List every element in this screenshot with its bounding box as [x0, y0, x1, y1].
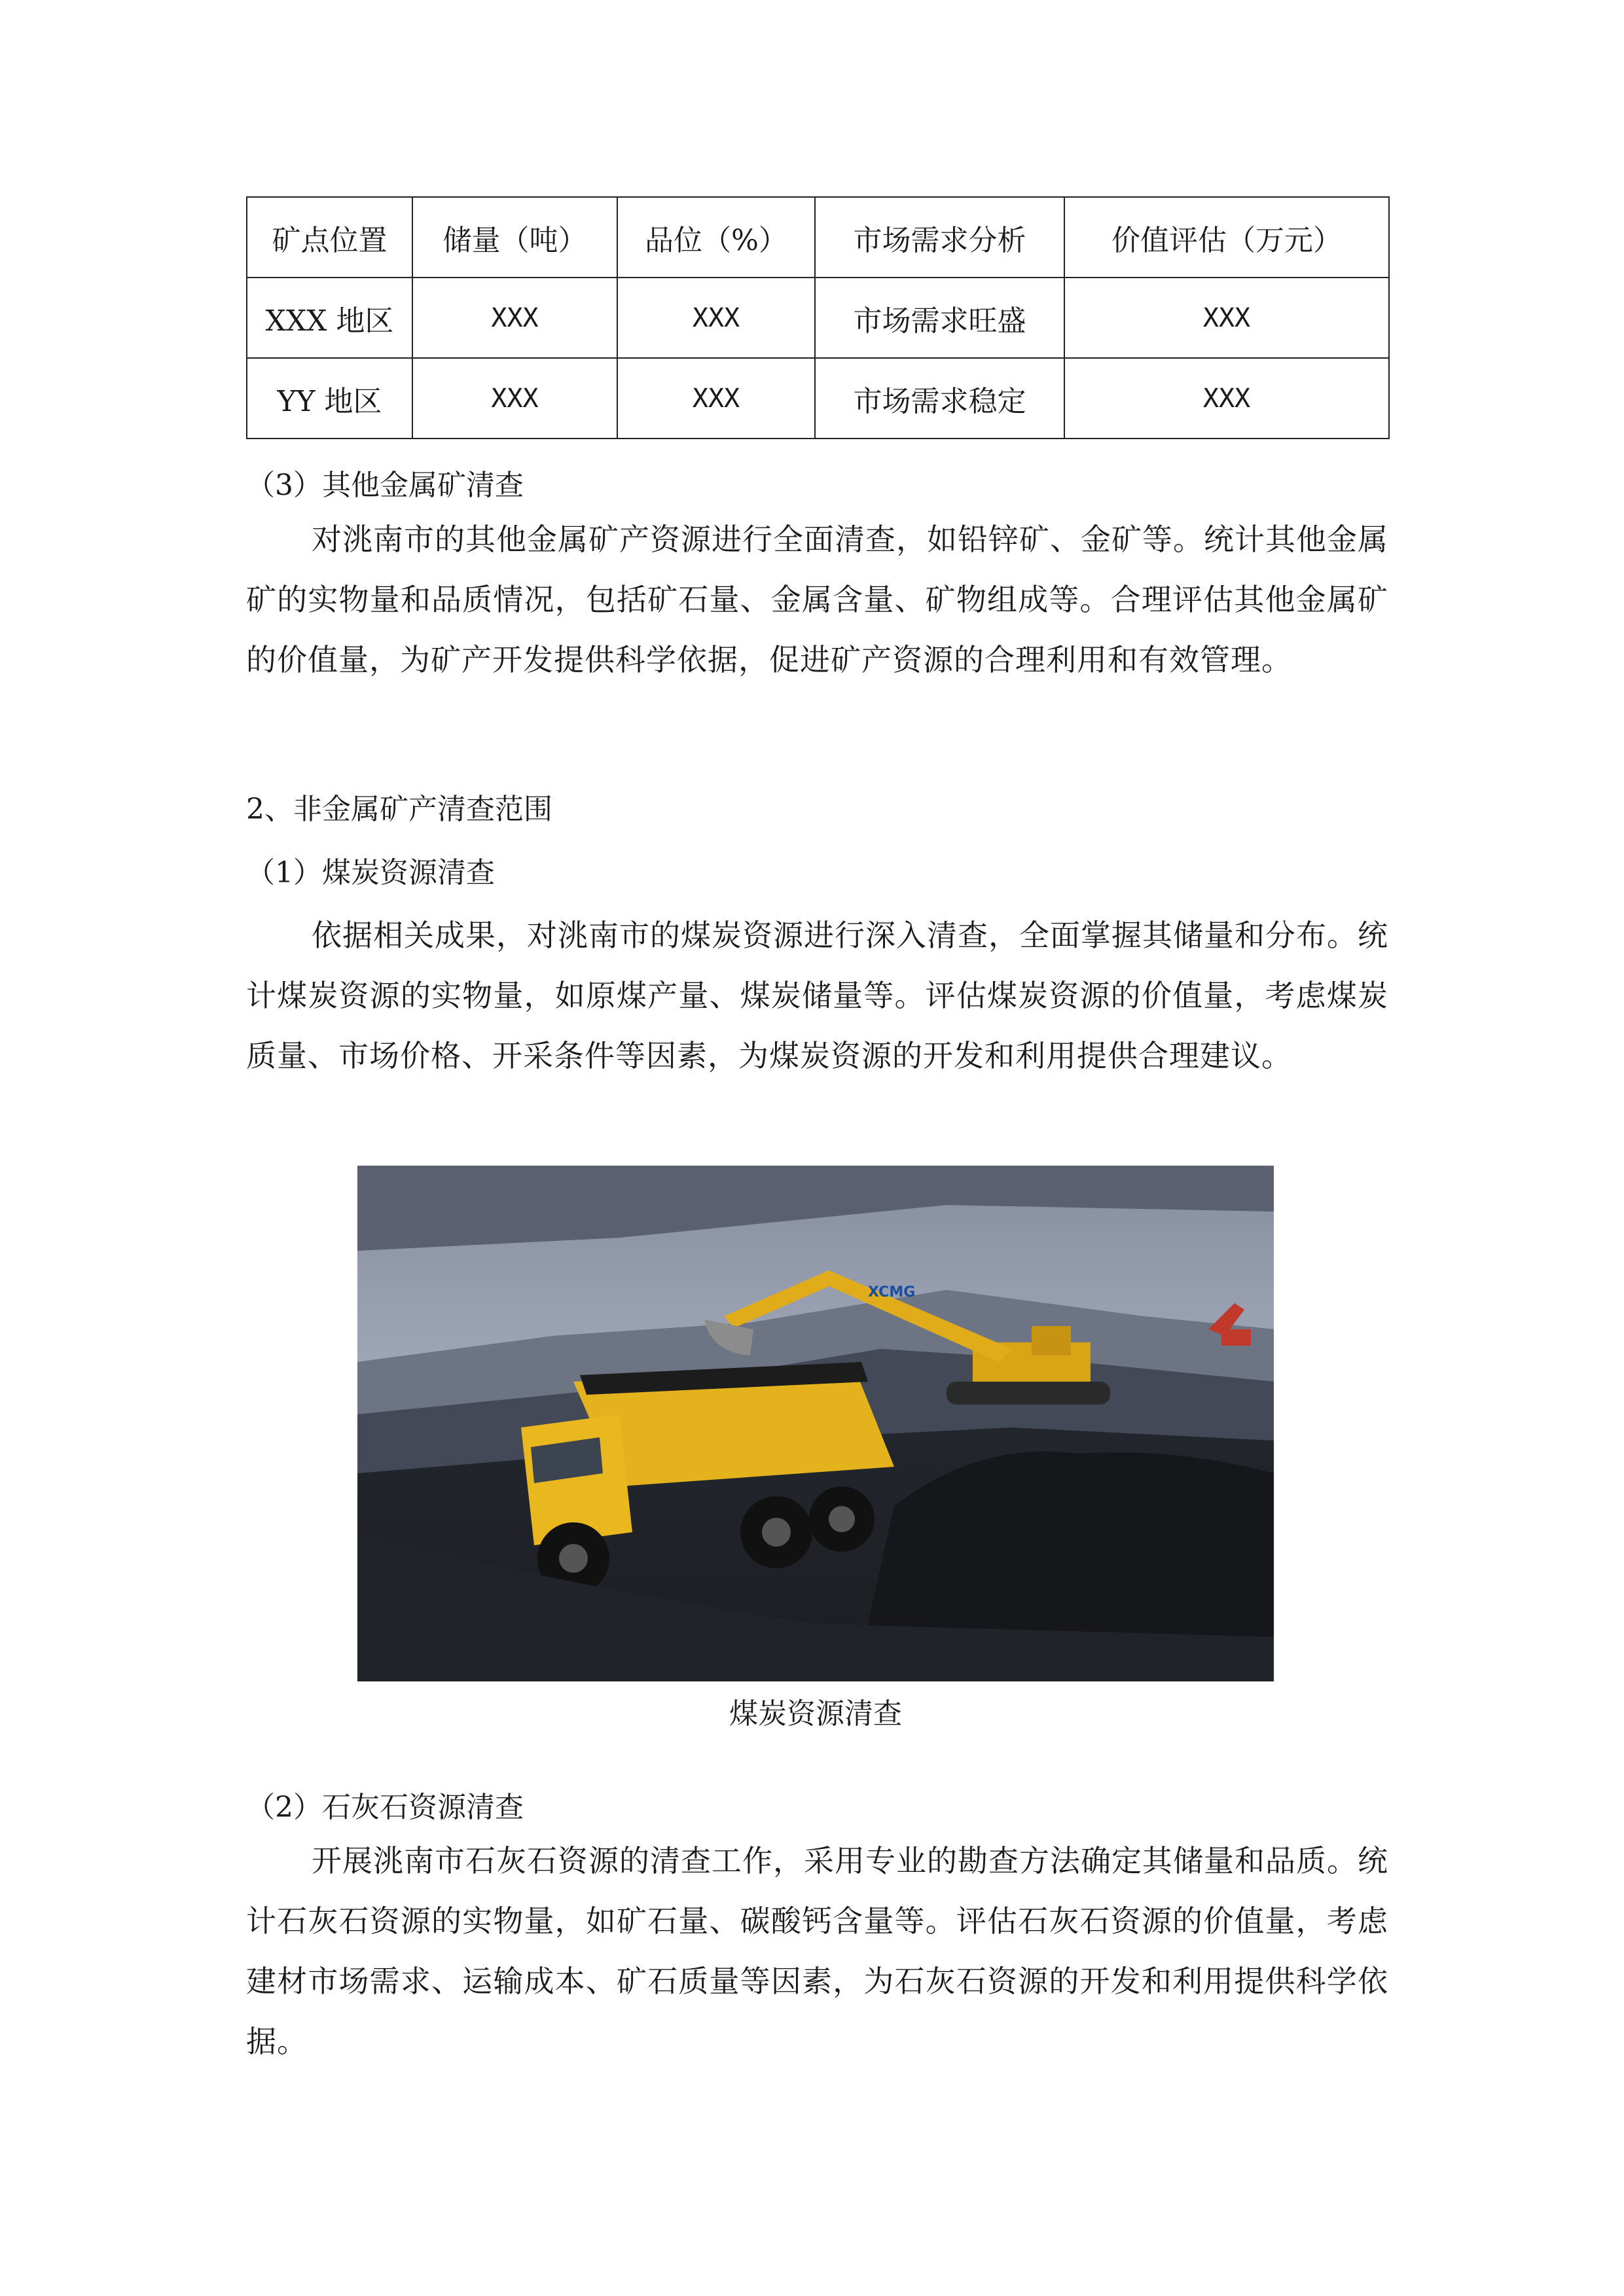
table-cell: XXX [1064, 278, 1389, 358]
photo-caption: 煤炭资源清查 [729, 1697, 902, 1731]
table-cell: 市场需求稳定 [815, 358, 1064, 439]
table-header-cell: 品位（%） [617, 197, 815, 278]
paragraph-other-metal: 对洮南市的其他金属矿产资源进行全面清查，如铅锌矿、金矿等。统计其他金属矿的实物量和品质情况，包括矿石量、金属含量、矿物组成等。合理评估其他金属矿的价值量，为矿产开发提供科学依据，促进矿产资源的合理利用和有效管理。 [246, 522, 1388, 677]
table-header-cell: 矿点位置 [247, 197, 412, 278]
heading-coal: （1）煤炭资源清查 [246, 856, 495, 889]
table-header-cell: 市场需求分析 [815, 197, 1064, 278]
table-cell: 市场需求旺盛 [815, 278, 1064, 358]
table-header-cell: 价值评估（万元） [1064, 197, 1389, 278]
table-header-cell: 储量（吨） [412, 197, 617, 278]
svg-text:XCMG: XCMG [868, 1284, 916, 1300]
table-cell: XXX [412, 278, 617, 358]
table-header-row [247, 197, 1389, 278]
heading-nonmetal-scope: 2、非金属矿产清查范围 [246, 793, 552, 826]
table-cell: XXX 地区 [247, 278, 412, 358]
table-row [247, 278, 1389, 358]
table-row [247, 358, 1389, 439]
table-cell: XXX [412, 358, 617, 439]
paragraph-limestone: 开展洮南市石灰石资源的清查工作，采用专业的勘查方法确定其储量和品质。统计石灰石资源的实物量，如矿石量、碳酸钙含量等。评估石灰石资源的价值量，考虑建材市场需求、运输成本、矿石质量等因素，为石灰石资源的开发和利用提供科学依据。 [246, 1843, 1388, 2059]
coal-mining-photo [357, 1166, 1274, 1681]
mineral-table [246, 196, 1390, 439]
paragraph-coal: 依据相关成果，对洮南市的煤炭资源进行深入清查，全面掌握其储量和分布。统计煤炭资源的实物量，如原煤产量、煤炭储量等。评估煤炭资源的价值量，考虑煤炭质量、市场价格、开采条件等因素，为煤炭资源的开发和利用提供合理建议。 [246, 918, 1388, 1073]
heading-other-metal: （3）其他金属矿清查 [246, 469, 524, 502]
table-cell: YY 地区 [247, 358, 412, 439]
table-cell: XXX [617, 358, 815, 439]
heading-limestone: （2）石灰石资源清查 [246, 1791, 524, 1824]
table-cell: XXX [617, 278, 815, 358]
table-cell: XXX [1064, 358, 1389, 439]
